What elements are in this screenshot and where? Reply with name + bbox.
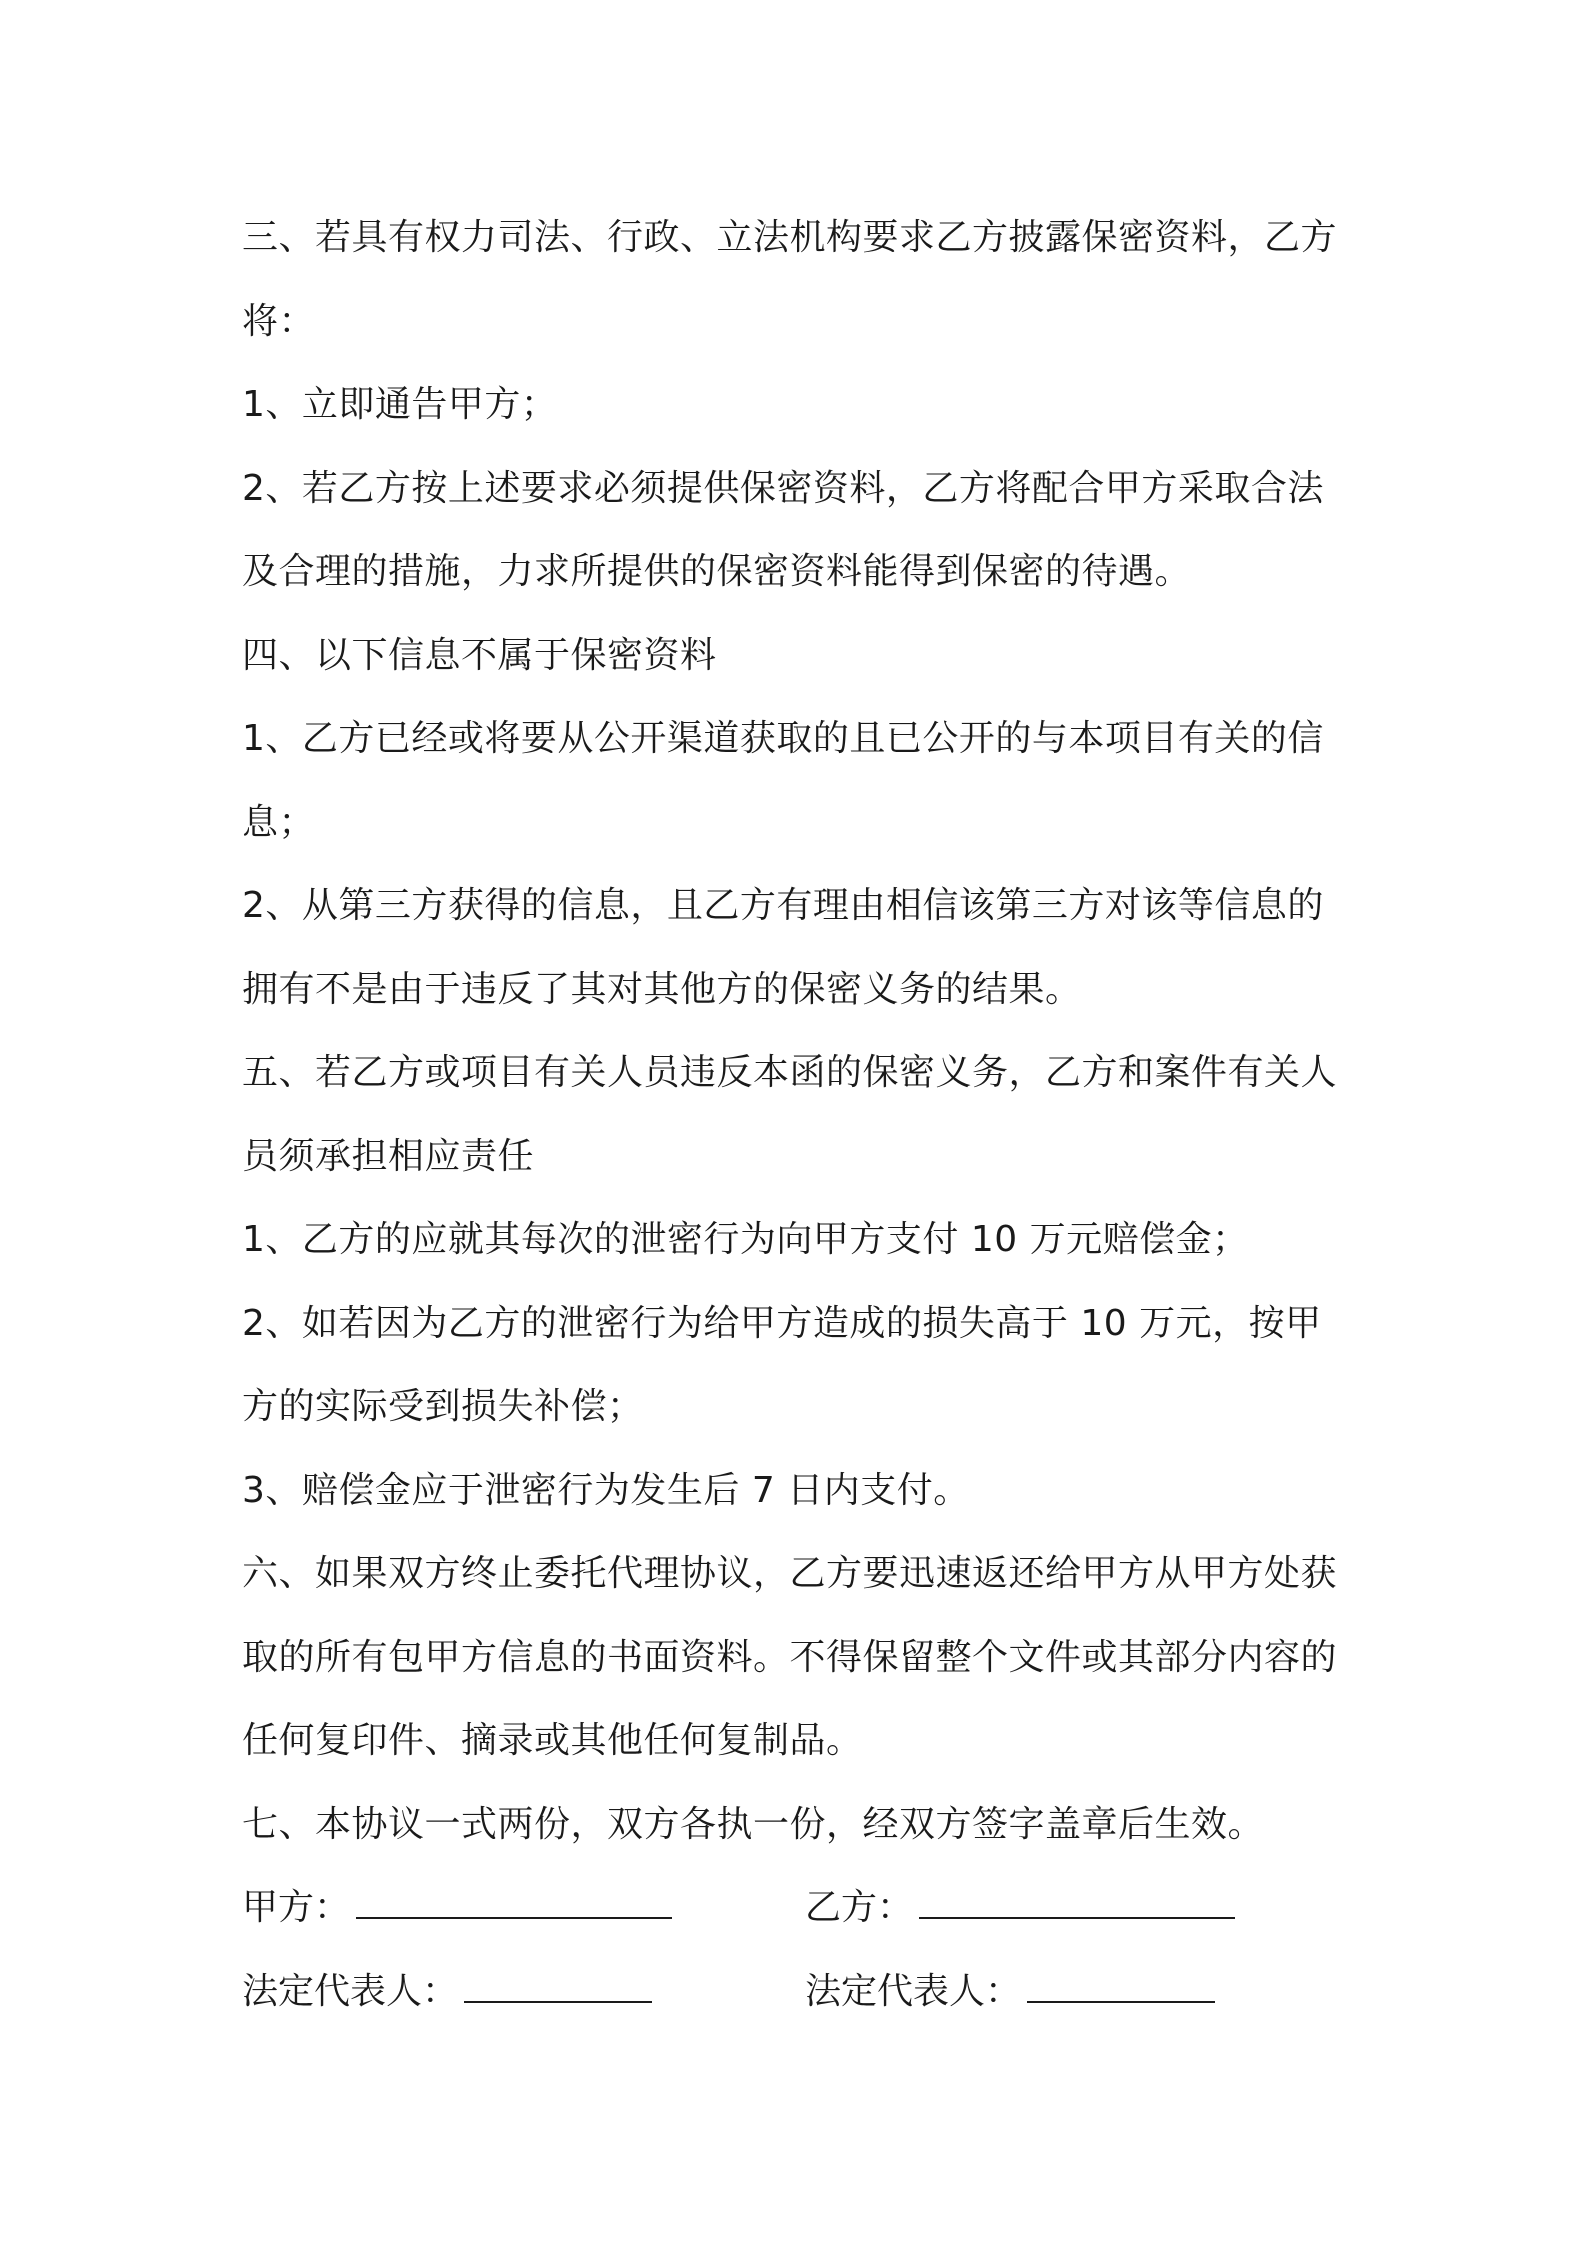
party-b-label: 乙方： [805,1887,914,1928]
clause-3-item-2-line-2: 及合理的措施，力求所提供的保密资料能得到保密的待遇。 [242,551,1192,592]
party-a-blank-line [356,1891,672,1919]
rep-b-blank-line [1027,1975,1215,2003]
clause-4-item-2-line-1: 2、从第三方获得的信息，且乙方有理由相信该第三方对该等信息的 [242,885,1324,926]
clause-3-item-1: 1、立即通告甲方； [242,384,558,425]
rep-b-signature [805,1950,1215,2034]
clause-3-item-2-line-1: 2、若乙方按上述要求必须提供保密资料，乙方将配合甲方采取合法 [242,467,1324,509]
clause-6-line-3: 任何复印件、摘录或其他任何复制品。 [242,1720,863,1761]
clause-6-line-2: 取的所有包甲方信息的书面资料。不得保留整个文件或其部分内容的 [242,1636,1338,1678]
clause-3-line-2: 将： [242,300,316,342]
clause-4-heading: 四、以下信息不属于保密资料 [242,634,717,676]
clause-5-line-1: 五、若乙方或项目有关人员违反本函的保密义务，乙方和案件有关人 [242,1052,1338,1093]
clause-5-item-2-line-2: 方的实际受到损失补偿； [242,1386,644,1427]
signature-row-party [242,1866,1362,1950]
signature-row-representative [242,1950,1362,2034]
party-b-blank-line [919,1891,1235,1919]
rep-a-blank-line [464,1975,652,2003]
party-b-signature [805,1866,1235,1950]
party-a-signature [242,1866,672,1950]
clause-5-line-2: 员须承担相应责任 [242,1135,535,1177]
clause-4-item-2-line-2: 拥有不是由于违反了其对其他方的保密义务的结果。 [242,968,1082,1010]
clause-7: 七、本协议一式两份，双方各执一份，经双方签字盖章后生效。 [242,1803,1265,1845]
clause-4-item-1-line-1: 1、乙方已经或将要从公开渠道获取的且已公开的与本项目有关的信 [242,718,1324,759]
rep-a-signature [242,1950,652,2034]
clause-3-line-1: 三、若具有权力司法、行政、立法机构要求乙方披露保密资料，乙方 [242,217,1338,258]
clause-6-line-1: 六、如果双方终止委托代理协议，乙方要迅速返还给甲方从甲方处获 [242,1553,1338,1594]
party-a-label: 甲方： [242,1887,351,1928]
clause-5-item-3: 3、赔偿金应于泄密行为发生后 7 日内支付。 [242,1469,970,1511]
rep-a-label: 法定代表人： [242,1970,459,2012]
clause-5-item-2-line-1: 2、如若因为乙方的泄密行为给甲方造成的损失高于 10 万元，按甲 [242,1302,1322,1344]
clause-4-item-1-line-2: 息； [242,801,316,843]
rep-b-label: 法定代表人： [805,1970,1022,2012]
document-body [242,196,1362,2033]
clause-5-item-1: 1、乙方的应就其每次的泄密行为向甲方支付 10 万元赔偿金； [242,1219,1249,1260]
